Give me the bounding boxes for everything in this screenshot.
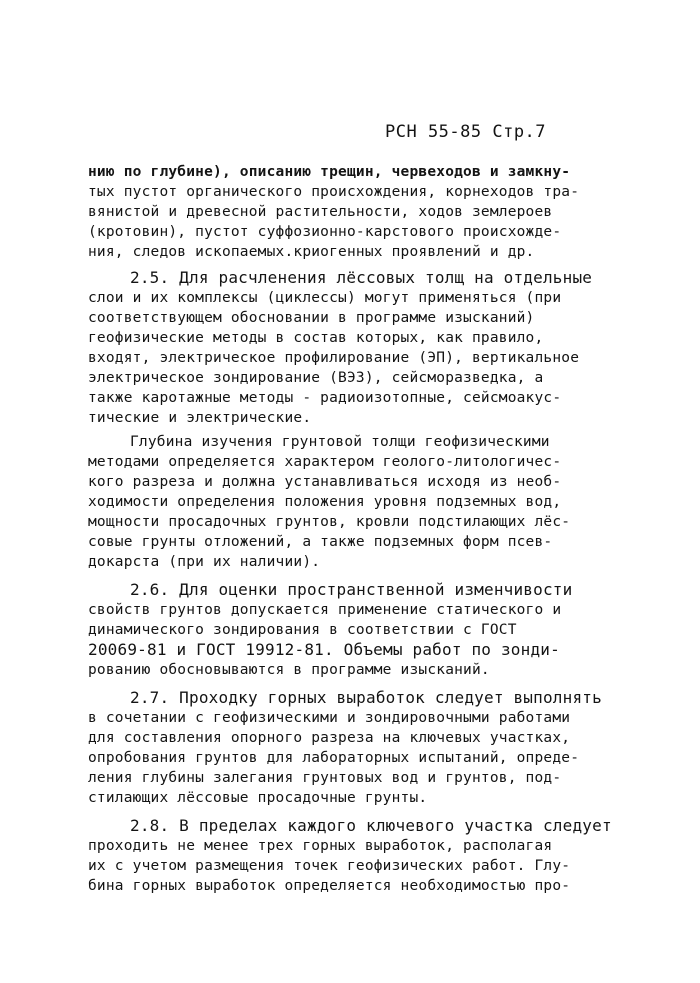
text-line: для составления опорного разреза на ключевых участках, <box>88 730 571 746</box>
text-line: докарста (при их наличии). <box>88 554 321 570</box>
text-line: электрическое зондирование (ВЭЗ), сейсморазведка, а <box>88 370 544 386</box>
text-line: 20069-81 и ГОСТ 19912-81. Объемы работ по зонди- <box>88 640 560 659</box>
text-line: ния, следов ископаемых.криогенных проявлений и др. <box>88 244 535 260</box>
paragraph-2-7-start: 2.7. Проходку горных выработок следует выполнять <box>130 688 602 707</box>
text-line: динамического зондирования в соответствии с ГОСТ <box>88 622 517 638</box>
text-line: их с учетом размещения точек геофизических работ. Глу- <box>88 858 571 874</box>
page-header: РСН 55-85 Стр.7 <box>385 122 547 142</box>
text-line: мощности просадочных грунтов, кровли подстилающих лёс- <box>88 514 571 530</box>
text-line: совые грунты отложений, а также подземных форм псев- <box>88 534 553 550</box>
text-line: рованию обосновываются в программе изысканий. <box>88 662 490 678</box>
text-line: соответствующем обосновании в программе изысканий) <box>88 310 535 326</box>
text-line: стилающих лёссовые просадочные грунты. <box>88 790 428 806</box>
text-line: бина горных выработок определяется необходимостью про- <box>88 878 571 894</box>
text-line: (кротовин), пустот суффозионно-карстового происхожде- <box>88 224 562 240</box>
text-line: вянистой и древесной растительности, ходов землероев <box>88 204 553 220</box>
text-line: тых пустот органического происхождения, корнеходов тра- <box>88 184 580 200</box>
paragraph-depth-start: Глубина изучения грунтовой толщи геофизическими <box>130 434 550 450</box>
text-line: проходить не менее трех горных выработок, располагая <box>88 838 553 854</box>
text-line: слои и их комплексы (циклессы) могут применяться (при <box>88 290 562 306</box>
text-line: кого разреза и должна устанавливаться исходя из необ- <box>88 474 562 490</box>
text-line: в сочетании с геофизическими и зондировочными работами <box>88 710 571 726</box>
paragraph-2-5-start: 2.5. Для расчленения лёссовых толщ на отдельные <box>130 268 593 287</box>
text-line: ления глубины залегания грунтовых вод и грунтов, под- <box>88 770 562 786</box>
text-line: также каротажные методы - радиоизотопные, сейсмоакус- <box>88 390 562 406</box>
text-line: нию по глубине), описанию трещин, червеходов и замкну- <box>88 164 571 180</box>
text-line: входят, электрическое профилирование (ЭП), вертикальное <box>88 350 580 366</box>
text-line: тические и электрические. <box>88 410 312 426</box>
text-line: опробования грунтов для лабораторных испытаний, опреде- <box>88 750 580 766</box>
text-line: ходимости определения положения уровня подземных вод, <box>88 494 562 510</box>
text-line: свойств грунтов допускается применение статического и <box>88 602 562 618</box>
text-line: методами определяется характером геолого-литологичес- <box>88 454 562 470</box>
paragraph-2-8-start: 2.8. В пределах каждого ключевого участка следует <box>130 816 612 835</box>
paragraph-2-6-start: 2.6. Для оценки пространственной изменчивости <box>130 580 573 599</box>
text-line: геофизические методы в состав которых, как правило, <box>88 330 544 346</box>
